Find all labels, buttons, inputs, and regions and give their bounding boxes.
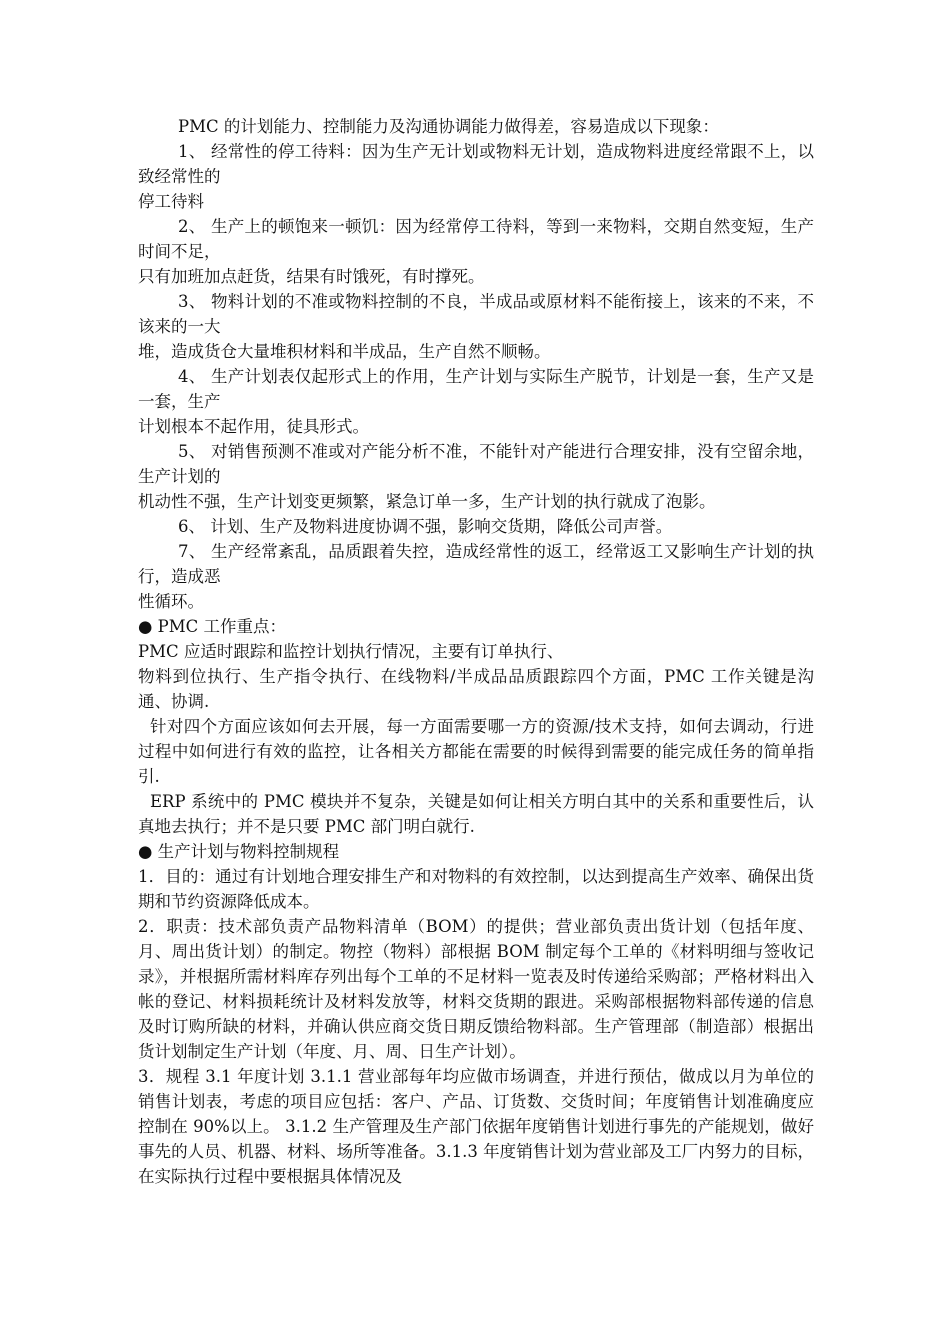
pmc-focus-paragraph-3: 针对四个方面应该如何去开展，每一方面需要哪一方的资源/技术支持，如何去调动，行进过程中如何进行有效的监控，让各相关方都能在需要的时候得到需要的能完成任务的简单指引. xyxy=(138,717,814,786)
pmc-focus-paragraph-4: ERP 系统中的 PMC 模块并不复杂，关键是如何让相关方明白其中的关系和重要性后，认真地去执行；并不是只要 PMC 部门明白就行. xyxy=(138,792,814,836)
procedure-responsibilities: 2．职责：技术部负责产品物料清单（BOM）的提供；营业部负责出货计划（包括年度、月、周出货计划）的制定。物控（物料）部根据 BOM 制定每个工单的《材料明细与签收记录》，并根据所需材料库存列出每个工单的不足材料一览表及时传递给采购部；严格材料出入帐的登记、材料损耗统计及材料发放等，材料交货期的跟进。采购部根据物料部传递的信息及时订购所缺的材料，并确认供应商交货日期反馈给物料部。生产管理部（制造部）根据出货计划制定生产计划（年度、月、周、日生产计划）。 xyxy=(138,917,814,1061)
list-item-5: 5、 对销售预测不准或对产能分析不准，不能针对产能进行合理安排，没有空留余地，生产计划的 xyxy=(138,442,814,486)
list-item-1: 1、 经常性的停工待料：因为生产无计划或物料无计划，造成物料进度经常跟不上，以致经常性的 xyxy=(138,142,814,186)
pmc-focus-paragraph-2: 物料到位执行、生产指令执行、在线物料/半成品品质跟踪四个方面，PMC 工作关键是沟通、协调. xyxy=(138,667,814,711)
list-item-7-continued: 性循环。 xyxy=(138,592,204,611)
section-heading-procedure: ● 生产计划与物料控制规程 xyxy=(138,842,340,861)
list-item-7: 7、 生产经常紊乱，品质跟着失控，造成经常性的返工，经常返工又影响生产计划的执行，造成恶 xyxy=(138,542,814,586)
list-item-3: 3、 物料计划的不准或物料控制的不良，半成品或原材料不能衔接上，该来的不来，不该来的一大 xyxy=(138,292,814,336)
procedure-purpose: 1．目的：通过有计划地合理安排生产和对物料的有效控制，以达到提高生产效率、确保出货期和节约资源降低成本。 xyxy=(138,867,814,911)
procedure-rules: 3．规程 3.1 年度计划 3.1.1 营业部每年均应做市场调查，并进行预估，做成以月为单位的销售计划表，考虑的项目应包括：客户、产品、订货数、交货时间；年度销售计划准确度应控制在 90%以上。 3.1.2 生产管理及生产部门依据年度销售计划进行事先的产能规划，做好事先的人员、机器、材料、场所等准备。3.1.3 年度销售计划为营业部及工厂内努力的目标，在实际执行过程中要根据具体情况及 xyxy=(138,1067,814,1186)
document-body xyxy=(138,114,814,1189)
list-item-4: 4、 生产计划表仅起形式上的作用，生产计划与实际生产脱节，计划是一套，生产又是一套，生产 xyxy=(138,367,814,411)
list-item-2: 2、 生产上的顿饱来一顿饥：因为经常停工待料，等到一来物料，交期自然变短，生产时间不足， xyxy=(138,217,814,261)
list-item-1-continued: 停工待料 xyxy=(138,192,204,211)
pmc-focus-paragraph-1: PMC 应适时跟踪和监控计划执行情况，主要有订单执行、 xyxy=(138,642,564,661)
list-item-5-continued: 机动性不强，生产计划变更频繁，紧急订单一多，生产计划的执行就成了泡影。 xyxy=(138,492,716,511)
list-item-4-continued: 计划根本不起作用，徒具形式。 xyxy=(138,417,369,436)
intro-paragraph: PMC 的计划能力、控制能力及沟通协调能力做得差，容易造成以下现象： xyxy=(178,117,719,136)
list-item-6: 6、 计划、生产及物料进度协调不强，影响交货期，降低公司声誉。 xyxy=(178,517,673,536)
list-item-3-continued: 堆，造成货仓大量堆积材料和半成品，生产自然不顺畅。 xyxy=(138,342,551,361)
section-heading-pmc-focus: ● PMC 工作重点： xyxy=(138,617,287,636)
list-item-2-continued: 只有加班加点赶货，结果有时饿死，有时撑死。 xyxy=(138,267,485,286)
